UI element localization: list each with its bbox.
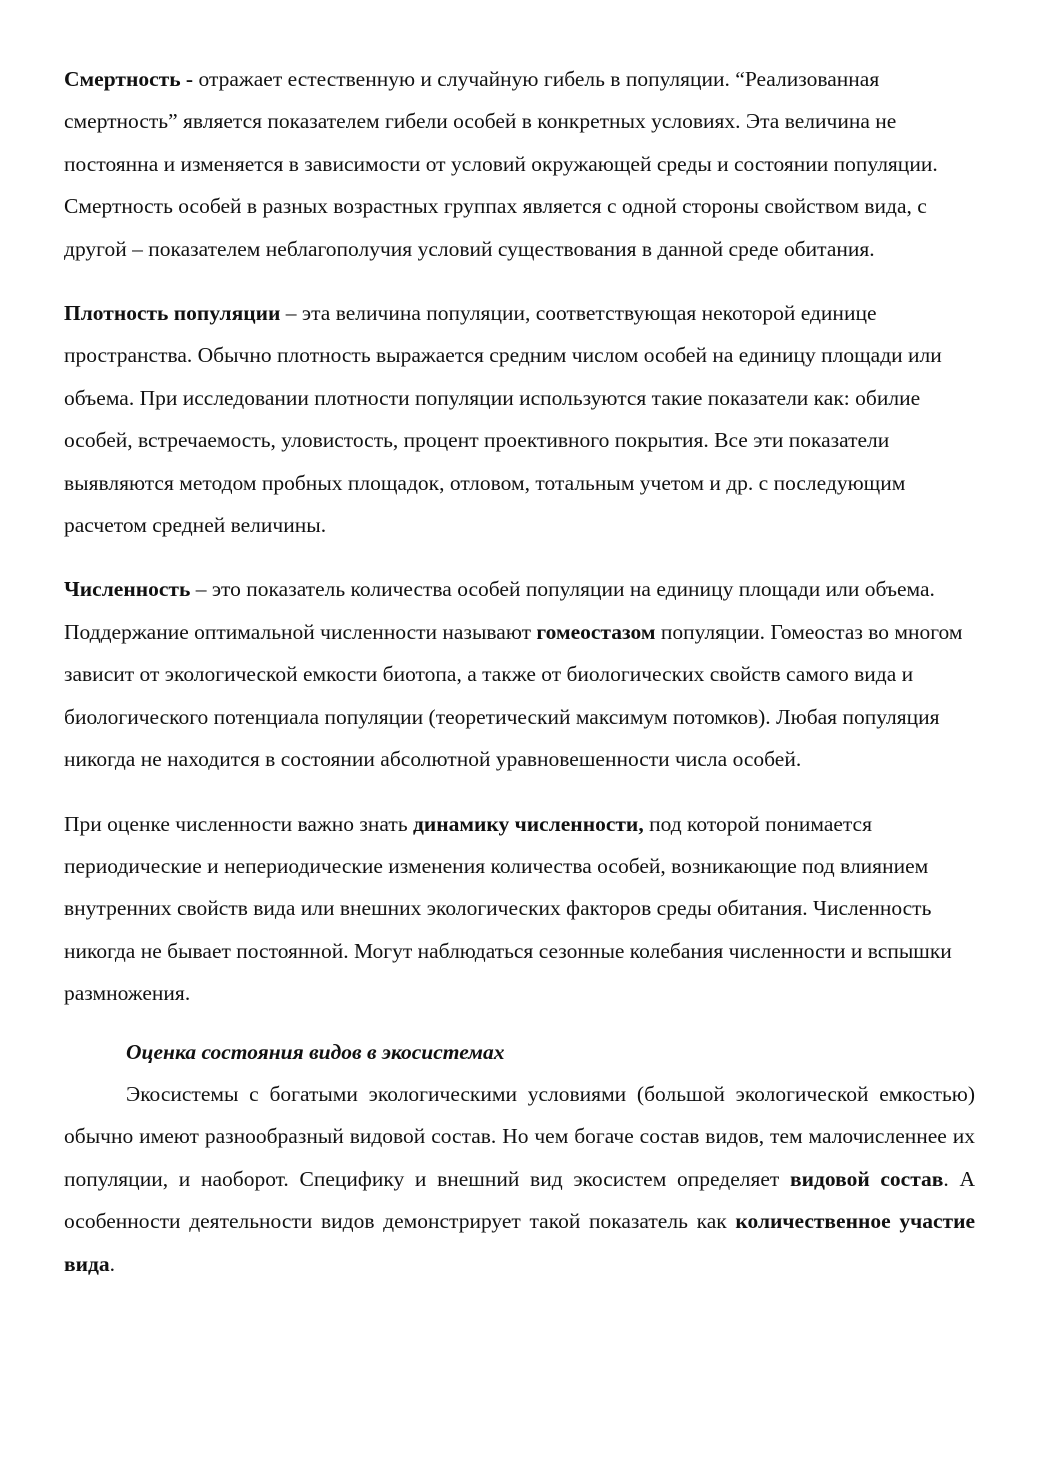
mortality-text: отражает естественную и случайную гибель в популяции. “Реализованная смертность” является показателем гибели особей в конкретных условиях. Эта величина не постоянна и изменяется в зависимости от условий окружающей среды и состоянии популяции. Смертность особей в разных возрастных группах является с одной стороны свойством вида, с другой – показателем неблагополучия условий существования в данной среде обитания. <box>64 67 938 261</box>
paragraph-abundance <box>64 568 975 780</box>
term-quantitative-participation: количественное участие вида <box>64 1209 975 1276</box>
paragraph-ecosystems <box>64 1073 975 1286</box>
density-text: – эта величина популяции, соответствующая некоторой единице пространства. Обычно плотность выражается средним числом особей на единицу площади или объема. При исследовании плотности популяции используются такие показатели как: обилие особей, встречаемость, уловистость, процент проективного покрытия. Все эти показатели выявляются методом пробных площадок, отловом, тотальным учетом и др. с последующим расчетом средней величины. <box>64 301 942 538</box>
term-dynamics: динамику численности, <box>413 811 644 836</box>
dynamics-text-2: под которой понимается периодические и непериодические изменения количества особей, возникающие под влиянием внутренних свойств вида или внешних экологических факторов среды обитания. Численность никогда не бывает постоянной. Могут наблюдаться сезонные колебания численности и вспышки размножения. <box>64 811 952 1006</box>
ecosystems-text-2: . А особенности деятельности видов демонстрирует такой показатель как <box>64 1166 976 1234</box>
ecosystems-text-3: . <box>109 1251 115 1276</box>
dynamics-text-1: При оценке численности важно знать <box>64 811 413 836</box>
abundance-text-1: – это показатель количества особей популяции на единицу площади или объема. Поддержание оптимальной численности называют <box>64 577 935 644</box>
section-heading: Оценка состояния видов в экосистемах <box>126 1039 505 1064</box>
ecosystems-text-1: Экосистемы с богатыми экологическими условиями (большой экологической емкостью) обычно имеют разнообразный видовой состав. Но чем богаче состав видов, тем малочисленнее их популяции, и наоборот. Специфику и внешний вид экосистем определяет <box>64 1081 975 1191</box>
term-density: Плотность популяции <box>64 301 281 326</box>
term-homeostasis: гомеостазом <box>536 619 656 644</box>
paragraph-dynamics <box>64 803 975 1015</box>
term-abundance: Численность <box>64 577 191 602</box>
term-species-composition: видовой состав <box>790 1166 944 1191</box>
paragraph-density <box>64 292 975 546</box>
term-mortality: Смертность - <box>64 67 194 91</box>
abundance-text-2: популяции. Гомеостаз во многом зависит от экологической емкости биотопа, а также от биологических свойств самого вида и биологического потенциала популяции (теоретический максимум потомков). Любая популяция никогда не находится в состоянии абсолютной уравновешенности числа особей. <box>64 619 963 772</box>
paragraph-mortality <box>64 58 975 270</box>
